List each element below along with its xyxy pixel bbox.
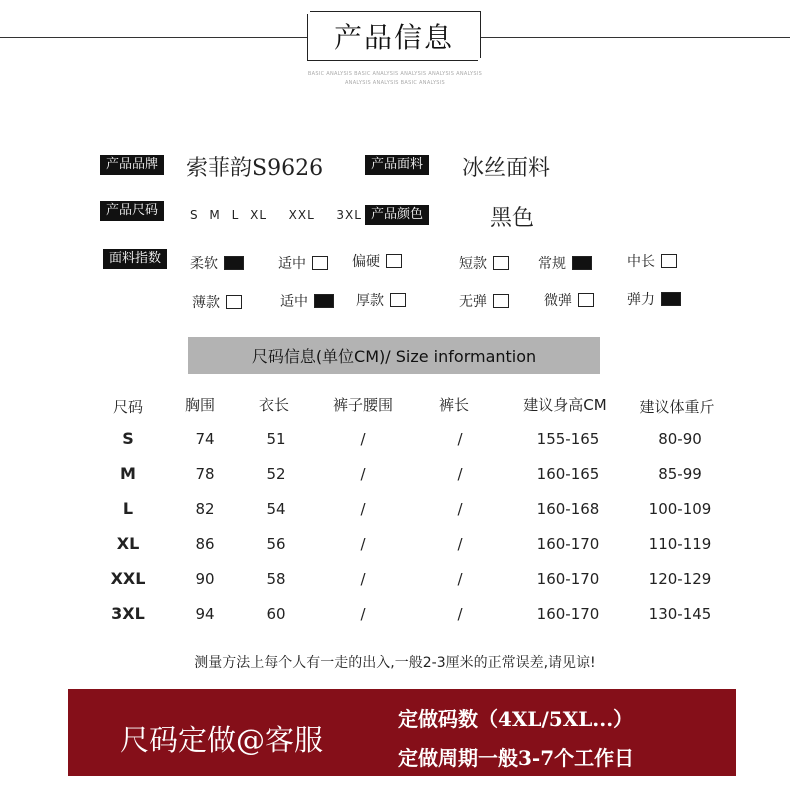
table-cell: / bbox=[360, 430, 366, 448]
size-label: 产品尺码 bbox=[100, 201, 164, 221]
index-item bbox=[190, 253, 244, 273]
checkbox-empty bbox=[493, 294, 509, 308]
index-label: 偏硬 bbox=[352, 254, 380, 270]
index-item bbox=[192, 292, 242, 312]
table-cell: 160-168 bbox=[536, 500, 600, 518]
subtitle-line-1: BASIC ANALYSIS BASIC ANALYSIS ANALYSIS ANALYSIS ANALYSIS bbox=[307, 71, 483, 77]
table-cell: 160-170 bbox=[536, 570, 600, 588]
color-label: 产品颜色 bbox=[365, 205, 429, 225]
table-cell: 155-165 bbox=[536, 430, 600, 448]
index-item bbox=[352, 251, 402, 271]
checkbox-empty bbox=[661, 254, 677, 268]
table-cell: / bbox=[457, 535, 463, 553]
index-item bbox=[356, 290, 406, 310]
table-cell: 60 bbox=[266, 605, 286, 623]
table-cell: / bbox=[360, 465, 366, 483]
table-cell: 54 bbox=[266, 500, 286, 518]
index-label: 薄款 bbox=[192, 295, 220, 311]
header-line-right bbox=[481, 37, 790, 38]
col-header-bust: 胸围 bbox=[184, 396, 215, 414]
table-cell: L bbox=[122, 499, 134, 518]
size-value: S M L XL XXL 3XL bbox=[190, 208, 362, 222]
fabric-value: 冰丝面料 bbox=[462, 156, 551, 181]
table-cell: XXL bbox=[110, 569, 146, 588]
checkbox-checked bbox=[572, 256, 592, 270]
subtitle-line-2: ANALYSIS ANALYSIS BASIC ANALYSIS bbox=[344, 80, 446, 86]
index-label: 中长 bbox=[627, 254, 655, 270]
table-cell: 160-170 bbox=[536, 605, 600, 623]
index-label: 弹力 bbox=[627, 292, 655, 308]
table-cell: / bbox=[457, 500, 463, 518]
index-label: 适中 bbox=[278, 256, 306, 272]
table-cell: / bbox=[457, 605, 463, 623]
index-item bbox=[627, 251, 677, 271]
col-header-height: 建议身高CM bbox=[523, 396, 607, 414]
table-cell: 3XL bbox=[111, 604, 145, 623]
index-item bbox=[459, 291, 509, 311]
checkbox-checked bbox=[224, 256, 244, 270]
table-cell: 74 bbox=[195, 430, 215, 448]
table-cell: 86 bbox=[195, 535, 215, 553]
table-cell: XL bbox=[116, 534, 140, 553]
col-header-weight: 建议体重斤 bbox=[639, 398, 715, 416]
checkbox-empty bbox=[578, 293, 594, 307]
table-cell: / bbox=[457, 430, 463, 448]
index-label: 柔软 bbox=[190, 256, 218, 272]
table-cell: 90 bbox=[195, 570, 215, 588]
table-cell: / bbox=[360, 535, 366, 553]
table-cell: 80-90 bbox=[658, 430, 702, 448]
checkbox-empty bbox=[226, 295, 242, 309]
size-info-banner: 尺码信息(单位CM)/ Size informantion bbox=[188, 337, 600, 374]
table-cell: 120-129 bbox=[648, 570, 712, 588]
checkbox-empty bbox=[386, 254, 402, 268]
index-item bbox=[280, 291, 334, 311]
index-label: 厚款 bbox=[356, 293, 384, 309]
table-cell: 100-109 bbox=[648, 500, 712, 518]
col-header-length: 衣长 bbox=[258, 396, 289, 414]
index-label: 短款 bbox=[459, 256, 487, 272]
table-cell: 160-165 bbox=[536, 465, 600, 483]
table-cell: 82 bbox=[195, 500, 215, 518]
table-cell: 160-170 bbox=[536, 535, 600, 553]
table-cell: / bbox=[360, 570, 366, 588]
col-header-size: 尺码 bbox=[112, 398, 143, 416]
page-title-box bbox=[307, 11, 481, 61]
custom-size-range: 定做码数（4XL/5XL...） bbox=[398, 707, 634, 731]
color-value: 黑色 bbox=[490, 206, 535, 231]
custom-size-period: 定做周期一般3-7个工作日 bbox=[398, 746, 635, 770]
checkbox-checked bbox=[314, 294, 334, 308]
index-label: 微弹 bbox=[544, 293, 572, 309]
checkbox-empty bbox=[493, 256, 509, 270]
index-item bbox=[538, 253, 592, 273]
index-item bbox=[544, 290, 594, 310]
fabric-label: 产品面料 bbox=[365, 155, 429, 175]
table-cell: M bbox=[120, 464, 136, 483]
page-title: 产品信息 bbox=[333, 21, 454, 54]
table-cell: 56 bbox=[266, 535, 286, 553]
checkbox-checked bbox=[661, 292, 681, 306]
table-cell: 52 bbox=[266, 465, 286, 483]
custom-size-service: 尺码定做@客服 bbox=[120, 723, 324, 757]
header-line-left bbox=[0, 37, 307, 38]
table-cell: S bbox=[122, 429, 134, 448]
table-cell: / bbox=[457, 465, 463, 483]
col-header-pants-length: 裤长 bbox=[438, 396, 469, 414]
table-cell: 78 bbox=[195, 465, 215, 483]
table-cell: 58 bbox=[266, 570, 286, 588]
table-cell: 51 bbox=[266, 430, 286, 448]
index-label: 常规 bbox=[538, 256, 566, 272]
checkbox-empty bbox=[312, 256, 328, 270]
measurement-note: 测量方法上每个人有一走的出入,一般2-3厘米的正常误差,请见谅! bbox=[194, 655, 596, 671]
table-cell: 94 bbox=[195, 605, 215, 623]
fabric-index-label: 面料指数 bbox=[103, 249, 167, 269]
index-item bbox=[459, 253, 509, 273]
index-item bbox=[278, 253, 328, 273]
col-header-waist: 裤子腰围 bbox=[332, 396, 393, 414]
table-cell: / bbox=[457, 570, 463, 588]
index-label: 无弹 bbox=[459, 294, 487, 310]
table-cell: 130-145 bbox=[648, 605, 712, 623]
table-cell: / bbox=[360, 500, 366, 518]
brand-label: 产品品牌 bbox=[100, 155, 164, 175]
table-cell: 85-99 bbox=[658, 465, 702, 483]
index-item bbox=[627, 289, 681, 309]
table-cell: 110-119 bbox=[648, 535, 712, 553]
checkbox-empty bbox=[390, 293, 406, 307]
table-cell: / bbox=[360, 605, 366, 623]
brand-value: 索菲韵S9626 bbox=[186, 156, 324, 181]
index-label: 适中 bbox=[280, 294, 308, 310]
